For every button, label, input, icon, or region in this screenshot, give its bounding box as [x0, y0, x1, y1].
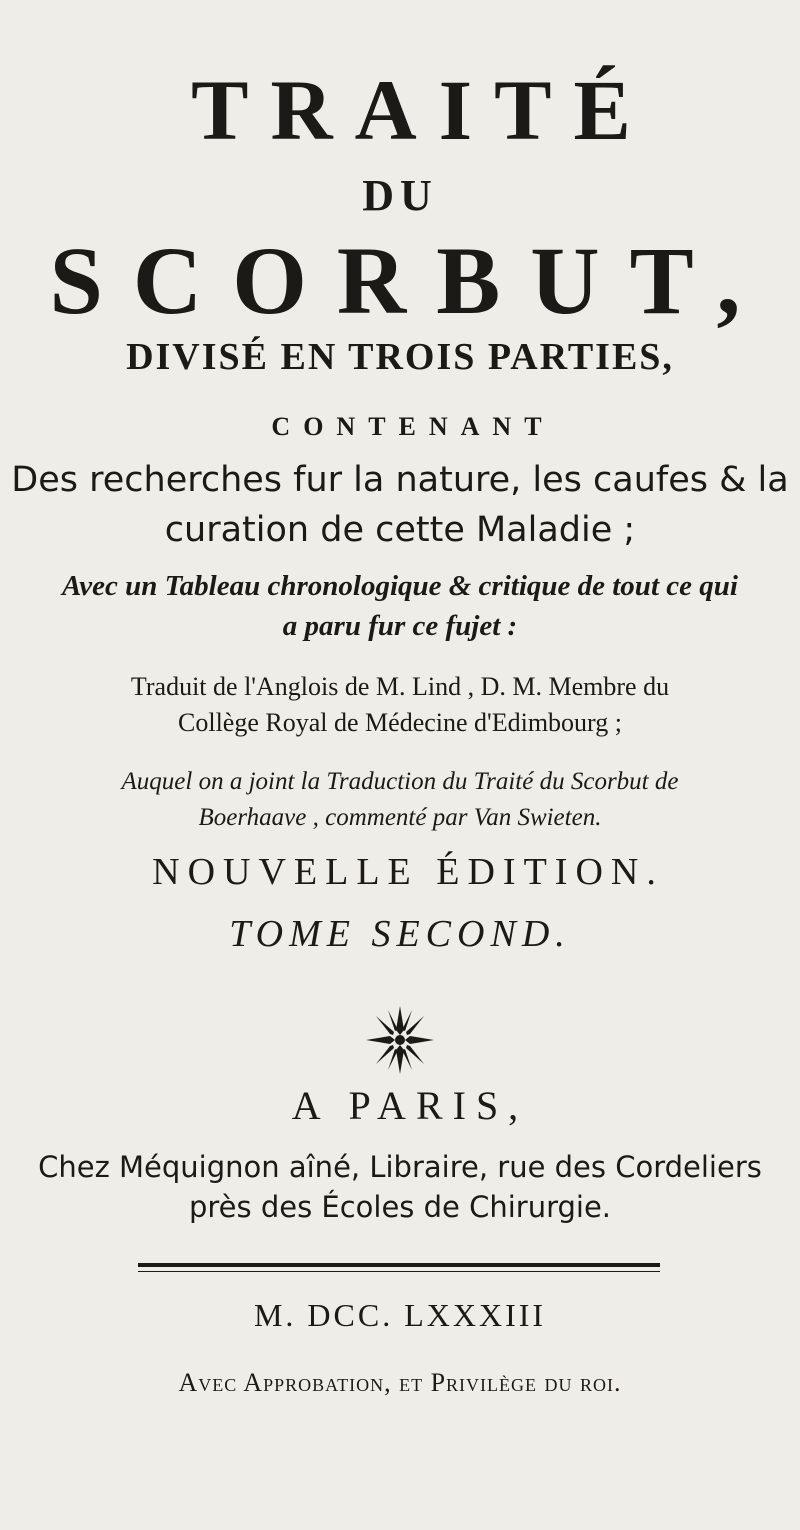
italic-note-line-2: a paru fur ce fujet : [282, 610, 518, 642]
privilege-line: Avec Approbation, et Privilège du roi. [178, 1368, 622, 1397]
rule-thick [138, 1263, 660, 1267]
date-line: M. DCC. LXXXIII [253, 1297, 547, 1333]
translation-line-2: Collège Royal de Médecine d'Edimbourg ; [178, 708, 622, 737]
publisher-line-1: Chez Méquignon aîné, Libraire, rue des Cordeliers [38, 1150, 762, 1184]
subtitle: DIVISÉ EN TROIS PARTIES, [126, 336, 674, 378]
translation-line-1: Traduit de l'Anglois de M. Lind , D. M. Membre du [130, 672, 670, 701]
fleuron-ornament-icon [360, 1000, 440, 1080]
description-line-1: Des recherches fur la nature, les caufes & la [11, 460, 789, 500]
addition-line-2: Boerhaave , commenté par Van Swieten. [198, 804, 602, 831]
title-line-du: DU [362, 171, 438, 220]
edition-line: NOUVELLE ÉDITION. [152, 851, 664, 893]
rule-thin [138, 1271, 660, 1272]
place-line: A PARIS, [291, 1083, 529, 1128]
title-line-scorbut: SCORBUT, [49, 227, 771, 334]
volume-line: TOME SECOND. [229, 913, 571, 955]
title-line-traite: TRAITÉ [191, 62, 653, 158]
contenant-heading: CONTENANT [271, 412, 555, 441]
description-line-2: curation de cette Maladie ; [164, 510, 636, 550]
italic-note-line-1: Avec un Tableau chronologique & critique de tout ce qui [62, 570, 738, 602]
publisher-line-2: près des Écoles de Chirurgie. [188, 1190, 612, 1224]
addition-line-1: Auquel on a joint la Traduction du Traité du Scorbut de [121, 768, 679, 795]
